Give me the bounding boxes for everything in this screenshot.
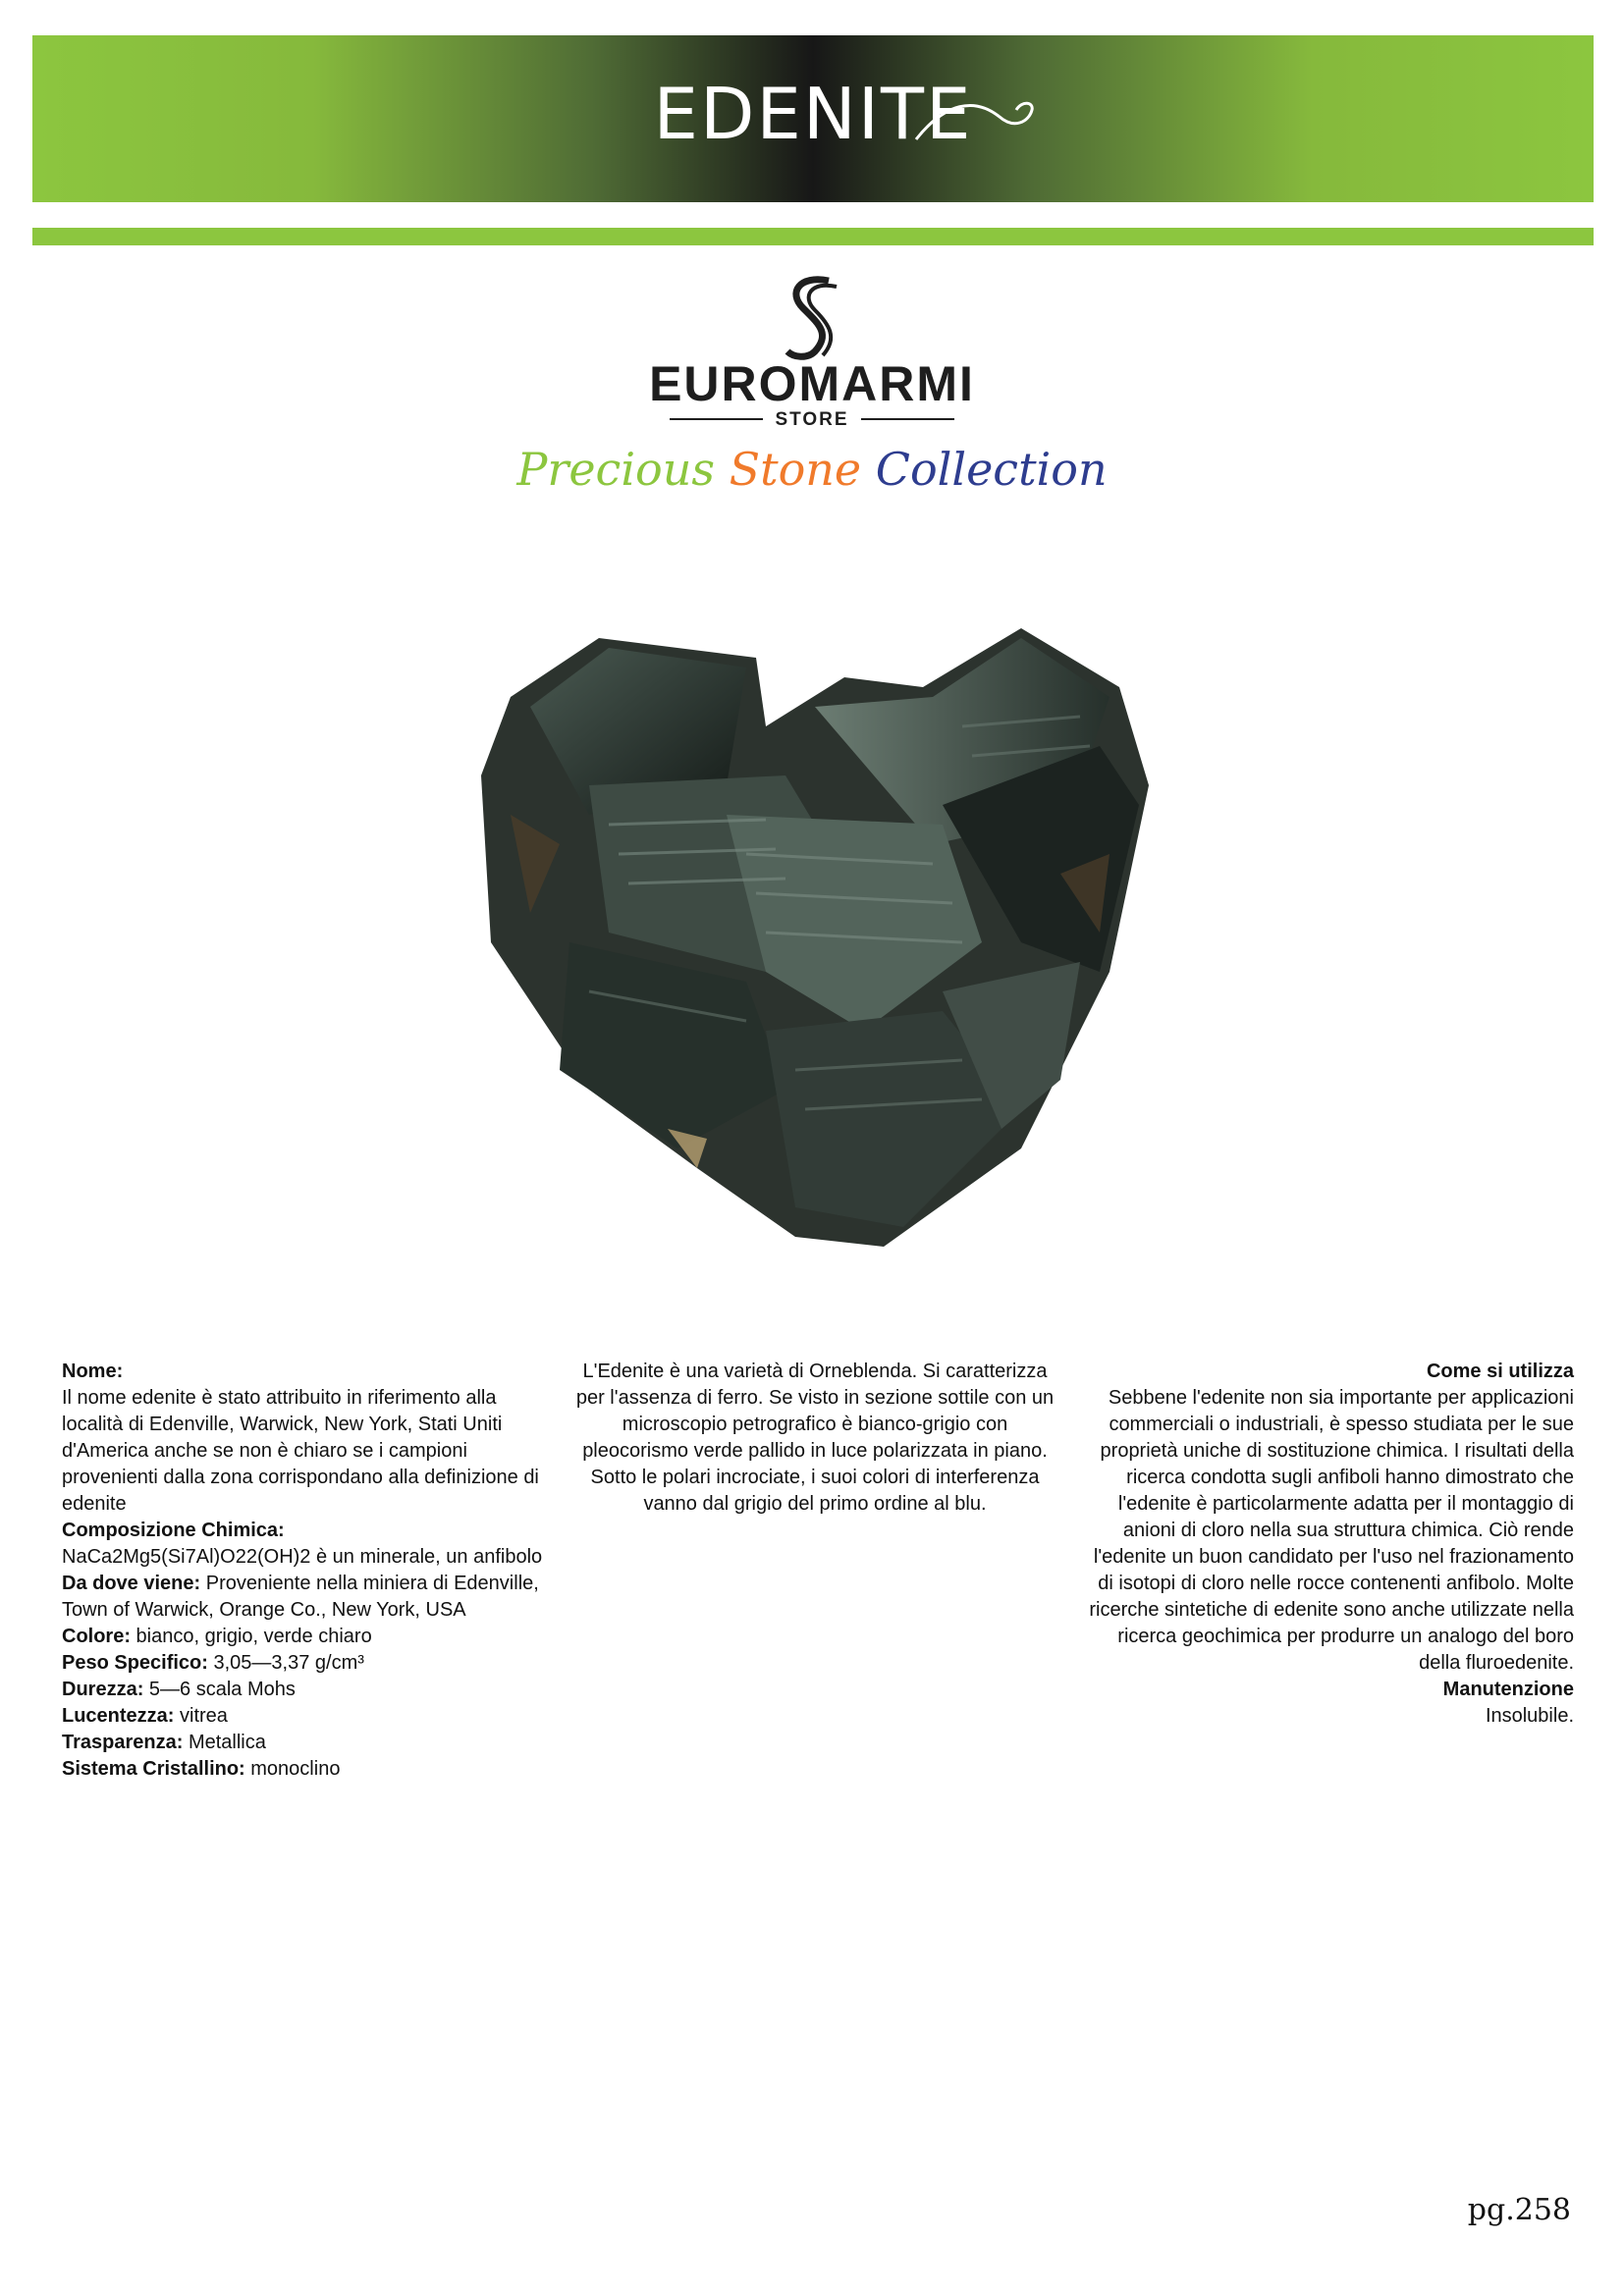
collection-word-3: Collection <box>875 443 1108 496</box>
collection-title <box>0 443 1624 496</box>
colore-label: Colore: <box>62 1626 131 1647</box>
trasparenza-text: Metallica <box>183 1732 266 1753</box>
nome-label: Nome: <box>62 1361 124 1382</box>
nome-text: Il nome edenite è stato attribuito in riferimento alla località di Edenville, Warwick, New York, Stati Uniti d'America anche se non è chiaro se i campioni provenienti dalla zona corrispondano alla definizione di edenite <box>62 1387 539 1515</box>
durezza-label: Durezza: <box>62 1679 144 1700</box>
provenienza-text: Proveniente nella miniera di Edenville, Town of Warwick, Orange Co., New York, USA <box>62 1573 539 1621</box>
title-swash-ornament <box>906 92 1044 151</box>
peso-label: Peso Specifico: <box>62 1652 208 1674</box>
peso-row <box>62 1650 553 1677</box>
collection-word-2: Stone <box>729 443 862 496</box>
colore-text: bianco, grigio, verde chiaro <box>131 1626 372 1647</box>
trasparenza-label: Trasparenza: <box>62 1732 184 1753</box>
page-number: pg.258 <box>1467 2193 1571 2227</box>
properties-column <box>62 1359 553 1783</box>
brand-sub: STORE <box>775 409 849 430</box>
durezza-row <box>62 1677 553 1703</box>
uso-label: Come si utilizza <box>1426 1361 1574 1382</box>
peso-text: 3,05—3,37 g/cm³ <box>207 1652 364 1674</box>
provenienza-row <box>62 1571 553 1624</box>
header-banner <box>32 35 1594 202</box>
manutenzione-label: Manutenzione <box>1442 1679 1574 1700</box>
durezza-text: 5—6 scala Mohs <box>143 1679 296 1700</box>
provenienza-label: Da dove viene: <box>62 1573 201 1594</box>
composizione-label: Composizione Chimica: <box>62 1520 285 1541</box>
collection-word-1: Precious <box>516 443 715 496</box>
edenite-mineral-photo <box>471 618 1178 1286</box>
sistema-text: monoclino <box>244 1758 341 1780</box>
lucentezza-text: vitrea <box>174 1705 228 1727</box>
colore-row <box>62 1624 553 1650</box>
uso-text: Sebbene l'edenite non sia importante per applicazioni commerciali o industriali, è spesso studiata per le sue proprietà uniche di sostituzione chimica. I risultati della ricerca condotta sugli anfiboli hanno dimostrato che l'edenite è particolarmente adatta per il montaggio di anioni di cloro nella sua struttura chimica. Ciò rende l'edenite un buon candidato per l'uso nel frazionamento di isotopi di cloro nelle rocce contenenti anfibolo. Molte ricerche sintetiche di edenite sono anche utilizzate nella ricerca geochimica per produrre un analogo del boro della fluroedenite. <box>1089 1387 1574 1674</box>
page-title: EDENITE <box>653 73 973 155</box>
trasparenza-row <box>62 1730 553 1756</box>
description-text: L'Edenite è una varietà di Orneblenda. Si caratterizza per l'assenza di ferro. Se visto in sezione sottile con un microscopio petrografico è bianco-grigio con pleocorismo verde pallido in luce polarizzata in piano. Sotto le polari incrociate, i suoi colori di interferenza vanno dal grigio del primo ordine al blu. <box>575 1361 1055 1515</box>
euromarmi-s-logo-icon <box>782 273 842 361</box>
composizione-text: NaCa2Mg5(Si7Al)O22(OH)2 è un minerale, un anfibolo <box>62 1546 543 1568</box>
sistema-label: Sistema Cristallino: <box>62 1758 245 1780</box>
manutenzione-text: Insolubile. <box>1485 1705 1574 1727</box>
usage-column <box>1080 1359 1574 1730</box>
description-column <box>569 1359 1060 1518</box>
lucentezza-row <box>62 1703 553 1730</box>
sistema-row <box>62 1756 553 1783</box>
brand-name: EUROMARMI <box>649 356 975 411</box>
lucentezza-label: Lucentezza: <box>62 1705 175 1727</box>
header-divider <box>32 228 1594 245</box>
